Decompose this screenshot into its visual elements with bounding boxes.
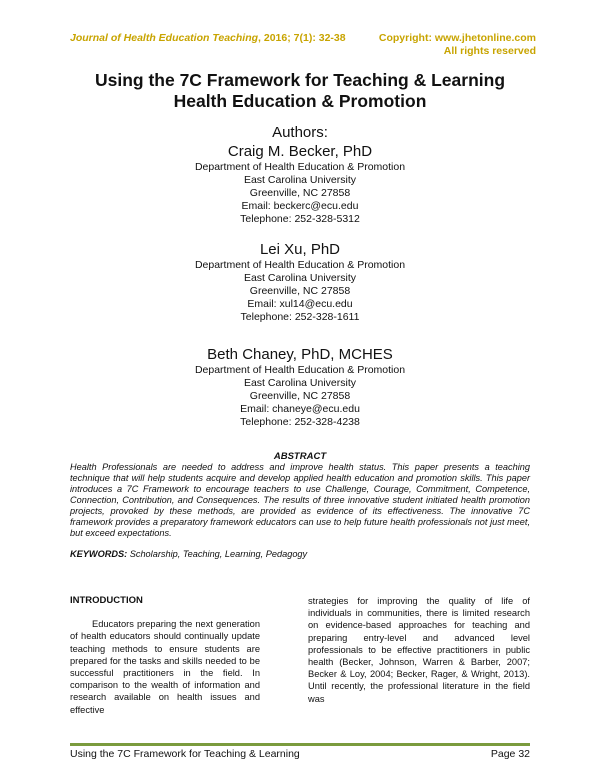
journal-name: Journal of Health Education Teaching: [70, 32, 259, 44]
rights-text: All rights reserved: [443, 45, 536, 57]
author-email[interactable]: Email: chaneye@ecu.edu: [240, 403, 360, 415]
author-email[interactable]: Email: beckerc@ecu.edu: [241, 200, 359, 212]
intro-left-text: Educators preparing the next generation of health educators should continually update teaching methods to ensure students are prepared for the tasks and skills needed to be successful practitioners in the field. In comparison to the wealth of information and research available on health issues and effective: [70, 619, 260, 715]
author-dept: Department of Health Education & Promotion: [194, 161, 406, 173]
author-city: Greenville, NC 27858: [249, 285, 351, 297]
copyright-block: [379, 32, 536, 58]
footer-divider: [70, 743, 530, 746]
intro-right-text: strategies for improving the quality of life of individuals in communities, there is limited research on evidence-based approaches for teaching and preparing entry-level and advanced level professionals to be effective practitioners in public health (Becker, Johnson, Warren & Barber, 2007; Becker & Loy, 2004; Becker, Rager, & Wright, 2013). Until recently, the professional literature in the field was: [308, 596, 530, 704]
title-line-1: Using the 7C Framework for Teaching & Learning: [94, 70, 506, 90]
page-number: Page 32: [490, 748, 530, 760]
author-city: Greenville, NC 27858: [249, 187, 351, 199]
keywords-label: KEYWORDS:: [70, 549, 128, 559]
author-phone: Telephone: 252-328-5312: [240, 213, 360, 225]
author-name: Craig M. Becker, PhD: [227, 143, 373, 160]
intro-left-column: [70, 595, 260, 716]
author-name: Lei Xu, PhD: [259, 241, 341, 258]
intro-right-column: [308, 595, 530, 705]
author-block: [0, 345, 600, 429]
title-line-2: Health Education & Promotion: [173, 91, 427, 111]
author-univ: East Carolina University: [243, 377, 357, 389]
footer-title: Using the 7C Framework for Teaching & Learning: [70, 748, 300, 760]
keywords-text: Scholarship, Teaching, Learning, Pedagogy: [127, 549, 308, 559]
author-dept: Department of Health Education & Promotion: [194, 364, 406, 376]
paper-title: [40, 70, 560, 112]
author-phone: Telephone: 252-328-1611: [240, 311, 360, 323]
intro-heading: INTRODUCTION: [70, 595, 143, 606]
abstract-body: Health Professionals are needed to address and improve health status. This paper presents a teaching technique that will help students acquire and develop applied health education and promotion skills. This paper introduces a 7C Framework to encourage teachers to use Challenge, Courage, Commitment, Competence, Connection, Contribution, and Consequences. The results of three innovative student initiated health promotion projects, provoked by these methods, are provided as evidence of its effectiveness. The innovative 7C framework provides a preparatory framework educators can use to help future health professionals not just meet, but exceed expectations.: [70, 462, 530, 538]
author-block: [0, 240, 600, 324]
abstract-heading: ABSTRACT: [273, 451, 327, 462]
journal-citation: [70, 32, 346, 44]
author-block: [0, 142, 600, 226]
author-email[interactable]: Email: xul14@ecu.edu: [247, 298, 353, 310]
author-univ: East Carolina University: [243, 174, 357, 186]
author-name: Beth Chaney, PhD, MCHES: [207, 346, 393, 363]
author-univ: East Carolina University: [243, 272, 357, 284]
authors-label: Authors:: [272, 124, 328, 141]
journal-cite: , 2016; 7(1): 32-38: [258, 32, 346, 44]
author-dept: Department of Health Education & Promotion: [194, 259, 406, 271]
copyright-link[interactable]: Copyright: www.jhetonline.com: [378, 32, 536, 44]
author-city: Greenville, NC 27858: [249, 390, 351, 402]
keywords-line: [70, 549, 530, 559]
author-phone: Telephone: 252-328-4238: [240, 416, 360, 428]
